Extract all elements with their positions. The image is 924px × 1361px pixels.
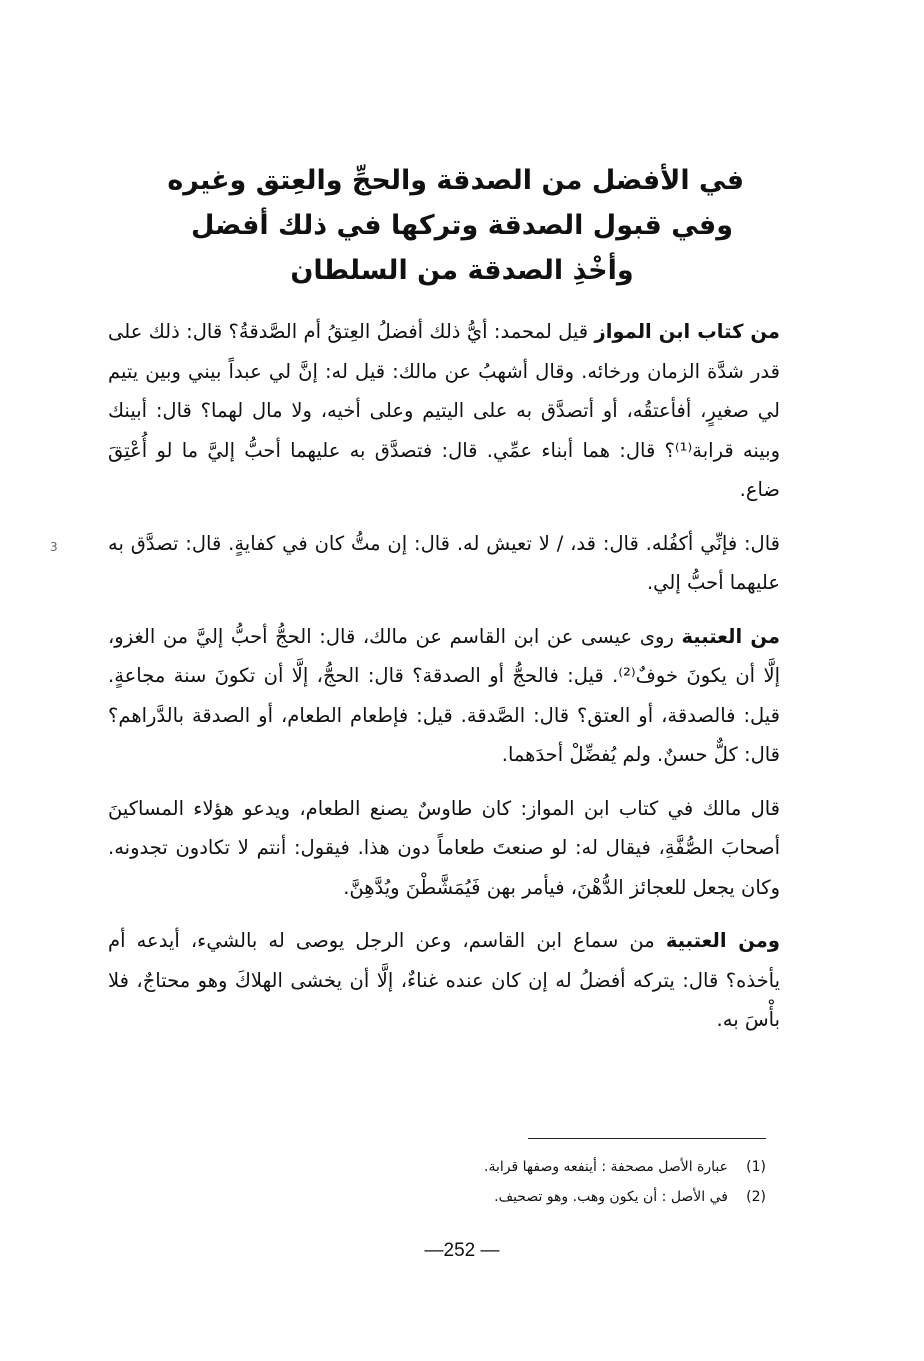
footnote-text: عبارة الأصل مصحفة : أينفعه وصفها قرابة. bbox=[484, 1159, 728, 1175]
title-line-3: وأخْذِ الصدقة من السلطان bbox=[290, 255, 634, 286]
source-label: من كتاب ابن المواز bbox=[594, 320, 780, 343]
footnote-text: في الأصل : أن يكون وهب. وهو تصحيف. bbox=[494, 1189, 728, 1205]
source-label: من العتبية bbox=[681, 624, 780, 648]
margin-folio-mark: 3 bbox=[50, 540, 58, 554]
footnote-1 bbox=[300, 1152, 766, 1182]
footnote-divider bbox=[528, 1138, 766, 1139]
paragraph-3 bbox=[108, 617, 780, 775]
paragraph-5 bbox=[108, 921, 780, 1040]
paragraph-text: قال: فإنِّي أكفُله. قال: قد، / لا تعيش له. قال: إن متُّ كان في كفايةٍ. قال: تصدَّق به عليهما أحبُّ إلي. bbox=[108, 531, 780, 594]
title-line-2: وفي قبول الصدقة وتركها في ذلك أفضل bbox=[190, 210, 734, 241]
paragraph-text: من سماع ابن القاسم، وعن الرجل يوصى له بالشيء، أيدعه أم يأخذه؟ قال: يتركه أفضلُ له إن كان عنده غناءٌ، إلَّا أن يخشى الهلاكَ وهو محتاجٌ، فلا بأْسَ به. bbox=[108, 929, 780, 1031]
paragraph-text: قيل لمحمد: أيُّ ذلك أفضلُ العِتقُ أم الصَّدقةُ؟ قال: ذلك على قدر شدَّة الزمان ورخائه. وقال أشهبُ عن مالك: قيل له: إنَّ لي عبداً بيني وبين يتيم لي صغيرٍ، أفأعتقُه، أو أتصدَّق به على اليتيم وعلى أخيه، ولا مال لهما؟ قال: أبينك وبينه قرابة⁽¹⁾؟ قال: هما أبناء عمِّي. قال: فتصدَّق به عليهما أحبُّ إليَّ ما لو أُعْتِقَ ضاع. bbox=[108, 320, 781, 501]
paragraph-text: روى عيسى عن ابن القاسم عن مالك، قال: الحجُّ أحبُّ إليَّ من الغزو، إلَّا أن يكونَ خوفٌ⁽²⁾. قيل: فالحجُّ أو الصدقة؟ قال: الحجُّ، إلَّا أن تكونَ سنة مجاعةٍ. قيل: فالصدقة، أو العتق؟ قال: الصَّدقة. قيل: فإطعام الطعام، أو الصدقة بالدَّراهم؟ قال: كلٌّ حسنٌ. ولم يُفضِّلْ أحدَهما. bbox=[108, 624, 780, 766]
paragraph-4 bbox=[108, 789, 780, 908]
paragraph-2 bbox=[108, 524, 780, 603]
paragraph-text: قال مالك في كتاب ابن المواز: كان طاوسٌ يصنع الطعام، ويدعو هؤلاء المساكينَ أصحابَ الصُّفَّةِ، فيقال له: لو صنعتَ طعاماً دون هذا. فيقول: أنتم لا تكادون تجدونه. وكان يجعل للعجائز الدُّهْنَ، فيأمر بهن فَيُمَشَّطْنَ ويُدَّهِنَّ. bbox=[108, 796, 780, 899]
footnotes bbox=[300, 1152, 766, 1212]
source-label: ومن العتبية bbox=[665, 929, 780, 952]
title-line-1: في الأفضل من الصدقة والحجِّ والعِتق وغيره bbox=[167, 165, 744, 196]
paragraph-1 bbox=[108, 312, 780, 510]
footnote-2 bbox=[300, 1182, 766, 1212]
page-number: —252 — bbox=[424, 1240, 500, 1261]
footnote-number: (1) bbox=[746, 1159, 766, 1175]
chapter-title bbox=[167, 158, 744, 293]
body-text bbox=[108, 312, 780, 1054]
footnote-number: (2) bbox=[746, 1189, 766, 1205]
